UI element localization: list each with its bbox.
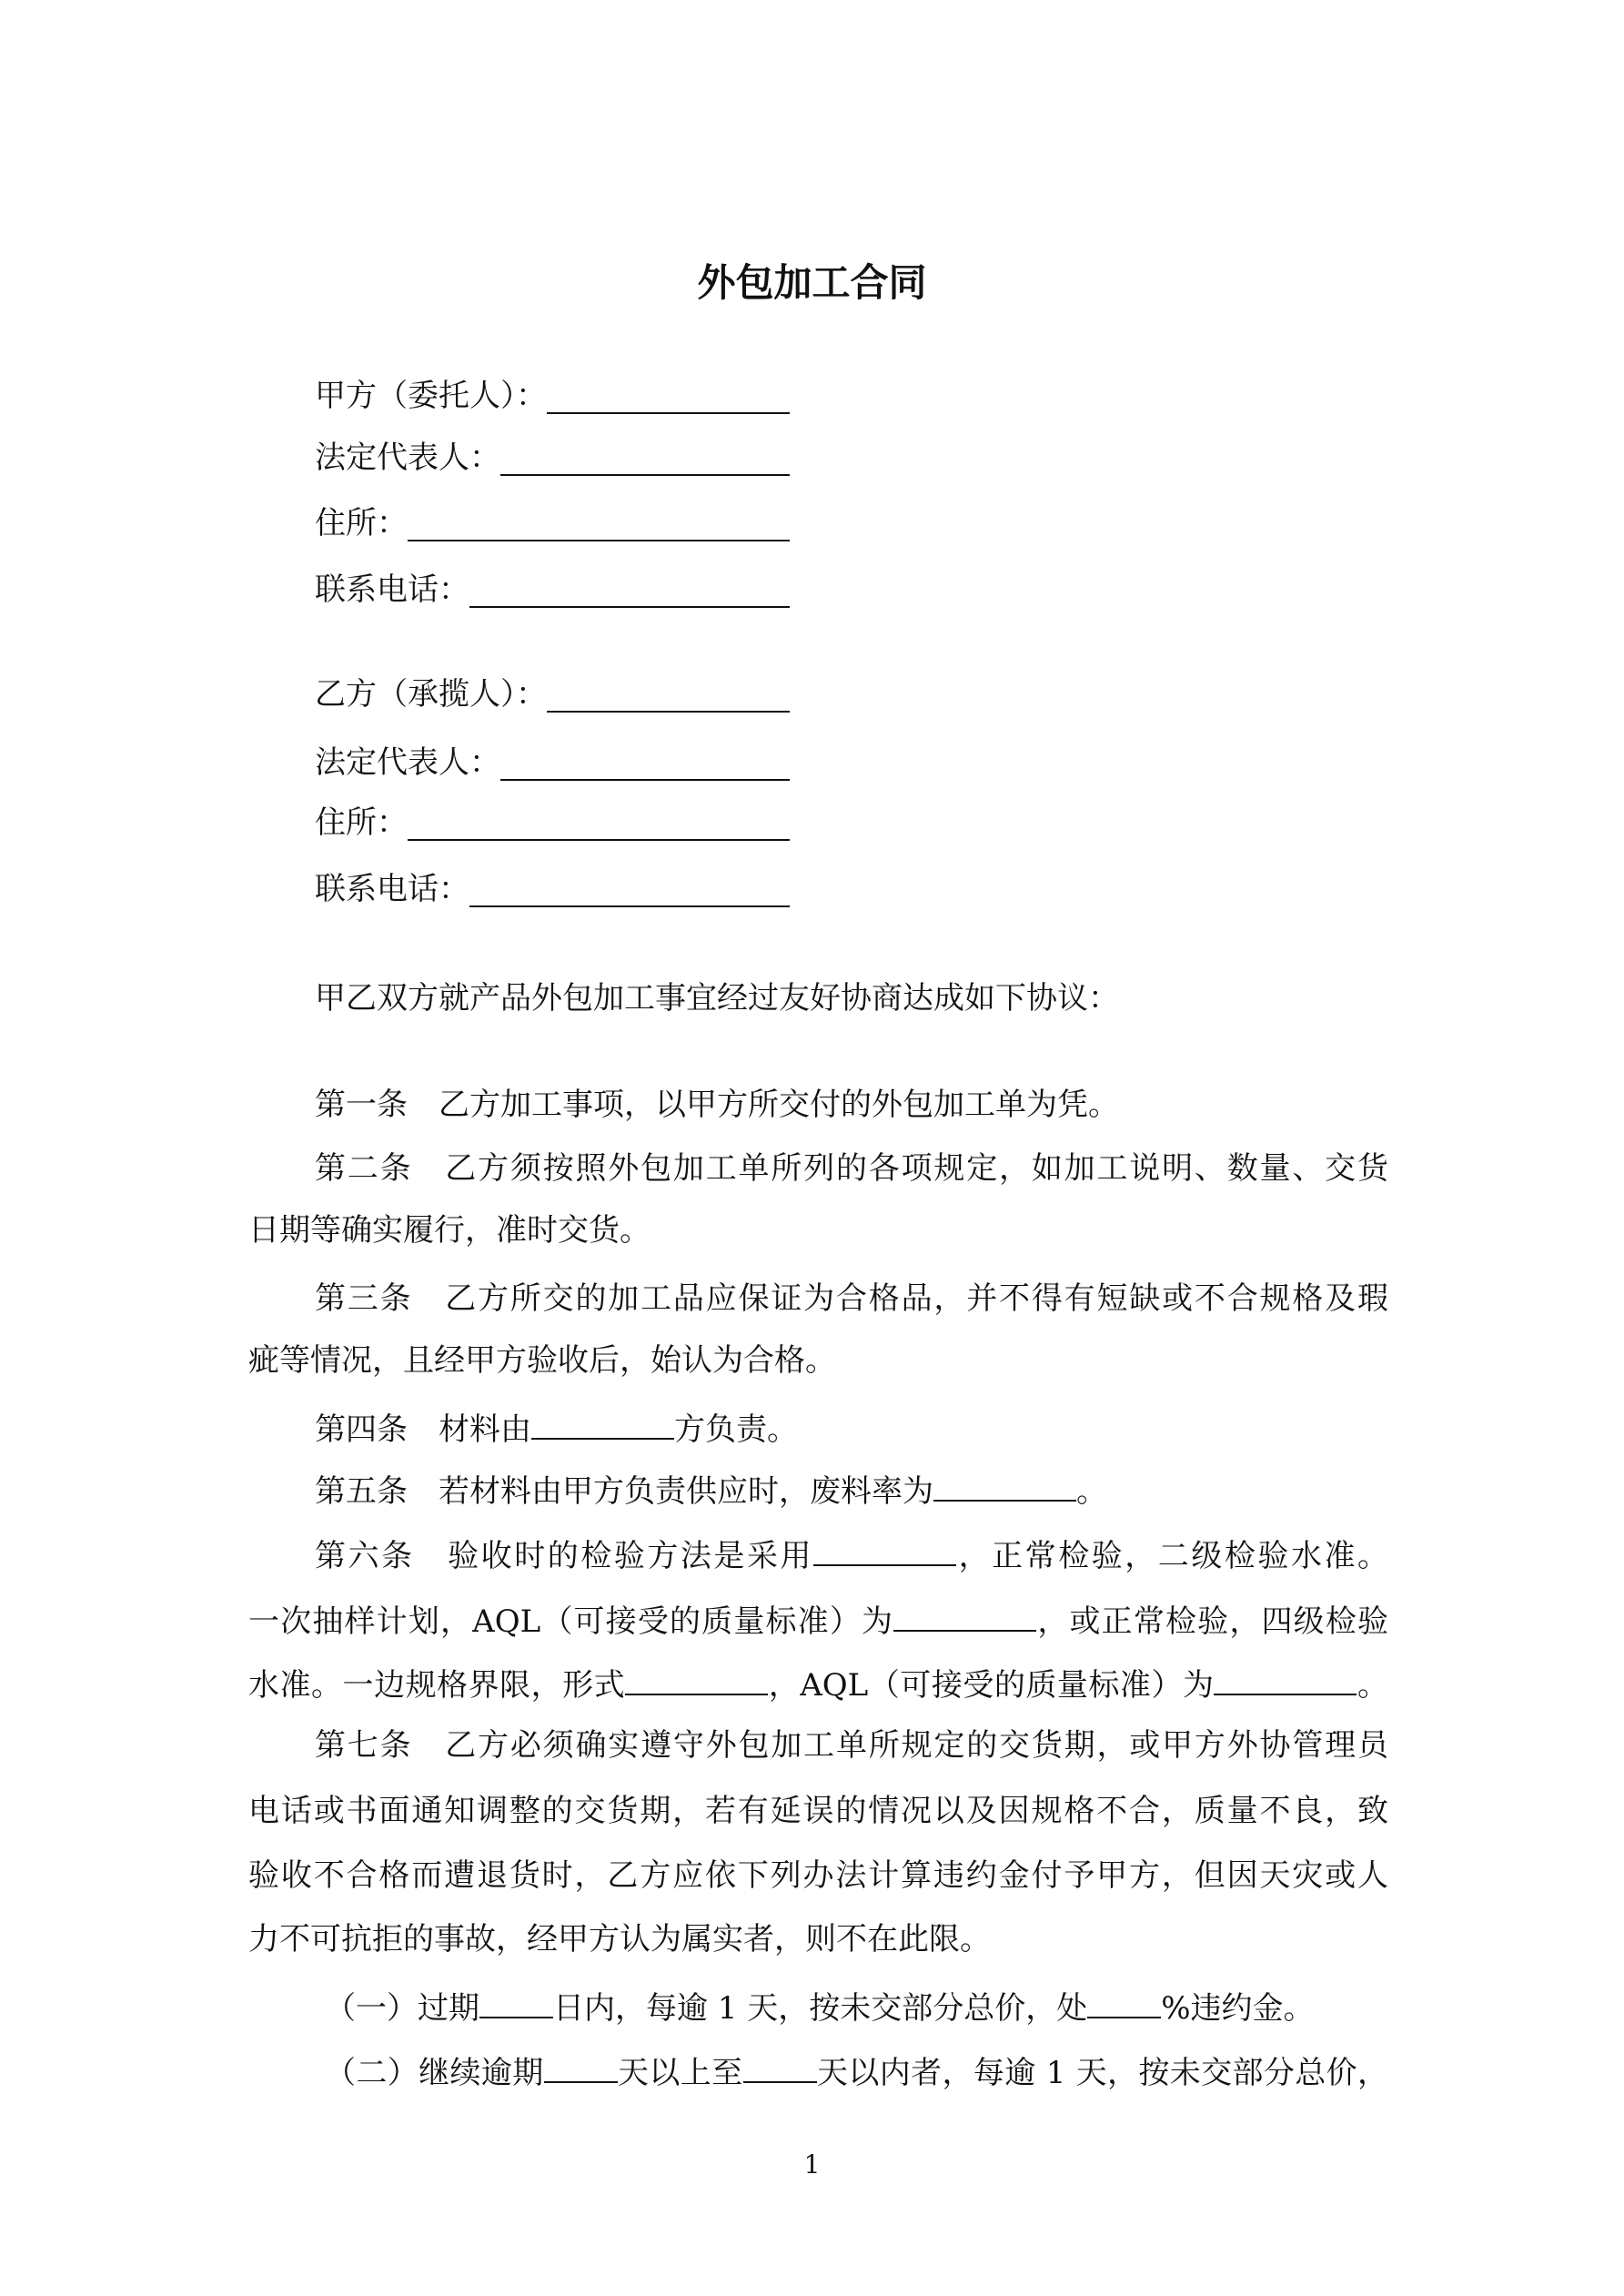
article-7-line-3: 验收不合格而遭退货时，乙方应依下列办法计算违约金付予甲方，但因天灾或人 [248, 1857, 1388, 1894]
text: 天以上至 [617, 2055, 743, 2091]
article-3-line-2: 疵等情况，且经甲方验收后，始认为合格。 [248, 1342, 836, 1379]
label: 住所： [315, 804, 408, 841]
blank [500, 748, 790, 781]
blank [469, 575, 790, 608]
label: 联系电话： [315, 871, 469, 907]
page-number: 1 [803, 2149, 821, 2180]
article-7-line-2: 电话或书面通知调整的交货期，若有延误的情况以及因规格不合，质量不良，致 [248, 1793, 1388, 1829]
label: 住所： [315, 505, 408, 541]
party-b-phone-field [315, 871, 790, 907]
blank [500, 443, 790, 476]
blank [408, 808, 790, 841]
blank [625, 1664, 768, 1695]
label: 联系电话： [315, 571, 469, 608]
document-title: 外包加工合同 [697, 260, 927, 305]
article-3-line-1: 第三条 乙方所交的加工品应保证为合格品，并不得有短缺或不合规格及瑕 [315, 1280, 1388, 1317]
label: 法定代表人： [315, 744, 500, 781]
blank [544, 2052, 618, 2083]
text: ，或正常检验，四级检验 [1036, 1603, 1388, 1640]
text: 一次抽样计划，AQL（可接受的质量标准）为 [248, 1603, 894, 1640]
blank [479, 1988, 553, 2018]
intro-text: 甲乙双方就产品外包加工事宜经过友好协商达成如下协议： [315, 980, 1119, 1017]
text: %违约金。 [1161, 1990, 1315, 2027]
article-2-line-2: 日期等确实履行，准时交货。 [248, 1212, 651, 1249]
article-7-line-1: 第七条 乙方必须确实遵守外包加工单所规定的交货期，或甲方外协管理员 [315, 1727, 1388, 1764]
article-2-line-1: 第二条 乙方须按照外包加工单所列的各项规定，如加工说明、数量、交货 [315, 1150, 1388, 1187]
article-5 [248, 1471, 1388, 1510]
blank [531, 1409, 674, 1440]
text: 第四条 材料由 [315, 1411, 531, 1448]
article-6-line-2 [248, 1601, 1388, 1640]
blank [813, 1535, 956, 1566]
party-a-phone-field [315, 571, 790, 608]
blank [547, 680, 790, 713]
text: 第六条 验收时的检验方法是采用 [315, 1538, 814, 1574]
blank [408, 509, 790, 541]
party-a-address-field [315, 505, 790, 541]
text: 日内，每逾 1 天，按未交部分总价，处 [553, 1990, 1088, 2027]
article-6-line-3 [248, 1664, 1388, 1704]
blank [547, 381, 790, 414]
party-a-rep-field [315, 440, 790, 476]
text: 。 [1357, 1667, 1389, 1704]
blank [893, 1601, 1036, 1632]
text: 水准。一边规格界限，形式 [248, 1667, 626, 1704]
text: 天以内者，每逾 1 天，按未交部分总价， [816, 2055, 1389, 2091]
article-1: 第一条 乙方加工事项，以甲方所交付的外包加工单为凭。 [315, 1087, 1119, 1123]
text: （一）过期 [325, 1990, 479, 2027]
party-b-rep-field [315, 744, 790, 781]
party-b-address-field [315, 804, 790, 841]
text: （二）继续逾期 [325, 2055, 544, 2091]
text: 方负责。 [674, 1411, 798, 1448]
text: 。 [1076, 1473, 1107, 1510]
article-6-line-1 [248, 1535, 1388, 1574]
text: ，正常检验，二级检验水准。 [956, 1538, 1389, 1574]
party-a-name-field [315, 378, 790, 414]
party-b-name-field [315, 676, 790, 713]
label: 甲方（委托人）： [315, 378, 547, 414]
text: 第五条 若材料由甲方负责供应时，废料率为 [315, 1473, 933, 1510]
blank [469, 875, 790, 907]
blank [933, 1471, 1076, 1502]
blank [743, 2052, 817, 2083]
blank [1214, 1664, 1357, 1695]
text: ，AQL（可接受的质量标准）为 [768, 1667, 1215, 1704]
item-2 [248, 2052, 1388, 2091]
article-4 [248, 1409, 1388, 1448]
label: 法定代表人： [315, 440, 500, 476]
item-1 [248, 1988, 1388, 2027]
article-7-line-4: 力不可抗拒的事故，经甲方认为属实者，则不在此限。 [248, 1921, 991, 1957]
blank [1087, 1988, 1161, 2018]
label: 乙方（承揽人）： [315, 676, 547, 713]
